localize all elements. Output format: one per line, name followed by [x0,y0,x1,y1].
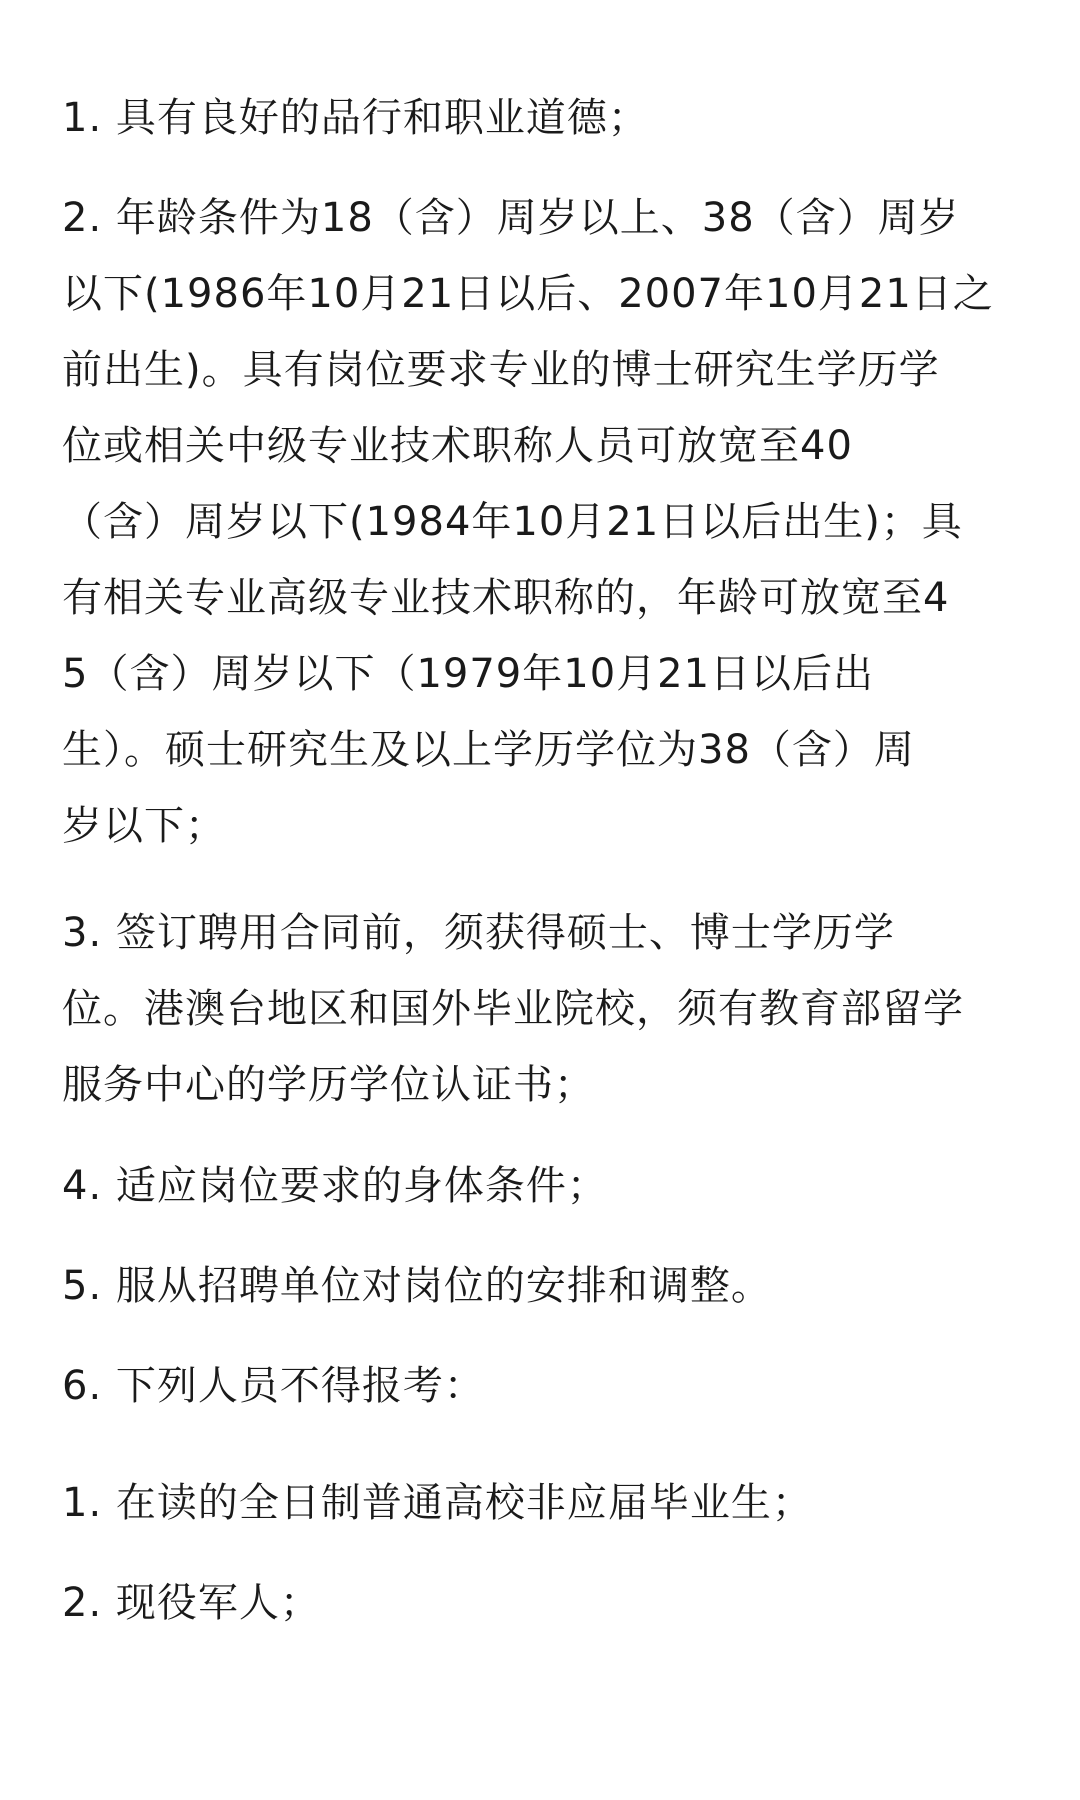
text-line: 位或相关中级专业技术职称人员可放宽至40 [62,423,853,469]
requirement-1 [62,80,649,156]
text-line: 2. 年龄条件为18（含）周岁以上、38（含）周岁 [62,195,960,241]
text-line: 6. 下列人员不得报考： [62,1363,485,1409]
exclusion-1 [62,1465,813,1541]
text-line: 2. 现役军人； [62,1580,321,1626]
text-line: 以下(1986年10月21日以后、2007年10月21日之 [62,271,994,317]
exclusion-2 [62,1565,321,1641]
text-line: 1. 在读的全日制普通高校非应届毕业生； [62,1480,813,1526]
text-line: 生）。硕士研究生及以上学历学位为38（含）周 [62,727,915,773]
text-line: 位。港澳台地区和国外毕业院校，须有教育部留学 [62,986,964,1032]
requirement-6 [62,1348,485,1424]
requirement-4 [62,1148,608,1224]
text-line: 5. 服从招聘单位对岗位的安排和调整。 [62,1263,772,1309]
text-line: 5（含）周岁以下（1979年10月21日以后出 [62,651,875,697]
requirement-3 [62,895,964,1123]
text-line: （含）周岁以下(1984年10月21日以后出生)；具 [62,499,963,545]
text-line: 4. 适应岗位要求的身体条件； [62,1163,608,1209]
requirement-2 [62,180,994,864]
text-line: 服务中心的学历学位认证书； [62,1062,595,1108]
text-line: 1. 具有良好的品行和职业道德； [62,95,649,141]
text-line: 3. 签订聘用合同前，须获得硕士、博士学历学 [62,910,895,956]
text-line: 岁以下； [62,803,226,849]
text-line: 有相关专业高级专业技术职称的，年龄可放宽至4 [62,575,950,621]
text-line: 前出生)。具有岗位要求专业的博士研究生学历学 [62,347,940,393]
requirement-5 [62,1248,772,1324]
